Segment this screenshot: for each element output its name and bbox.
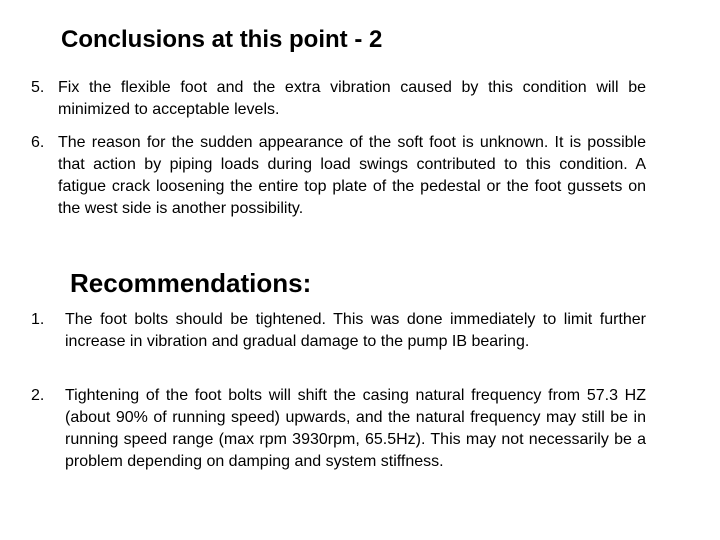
recommendations-title: Recommendations: <box>70 268 312 298</box>
recommendation-item-number: 2. <box>31 387 45 404</box>
conclusion-item-number: 6. <box>31 134 45 151</box>
conclusion-item-text: Fix the flexible foot and the extra vibration caused by this condition will be minimized to acceptable levels. <box>58 79 646 118</box>
conclusions-title: Conclusions at this point - 2 <box>61 26 383 53</box>
recommendation-item-number: 1. <box>31 311 45 328</box>
recommendation-item-text: Tightening of the foot bolts will shift the casing natural frequency from 57.3 HZ (about 90% of running speed) upwards, and the natural frequency may still be in running speed range (max rpm 3930rpm, 65.5Hz). This may not necessarily be a problem depending on damping and system stiffness. <box>65 387 646 470</box>
recommendation-item-text: The foot bolts should be tightened. This was done immediately to limit further increase in vibration and gradual damage to the pump IB bearing. <box>65 311 646 350</box>
conclusion-item-text: The reason for the sudden appearance of the soft foot is unknown. It is possible that action by piping loads during load swings contributed to this condition. A fatigue crack loosening the entire top plate of the pedestal or the foot gussets on the west side is another possibility. <box>58 134 646 217</box>
conclusion-item-number: 5. <box>31 79 45 96</box>
